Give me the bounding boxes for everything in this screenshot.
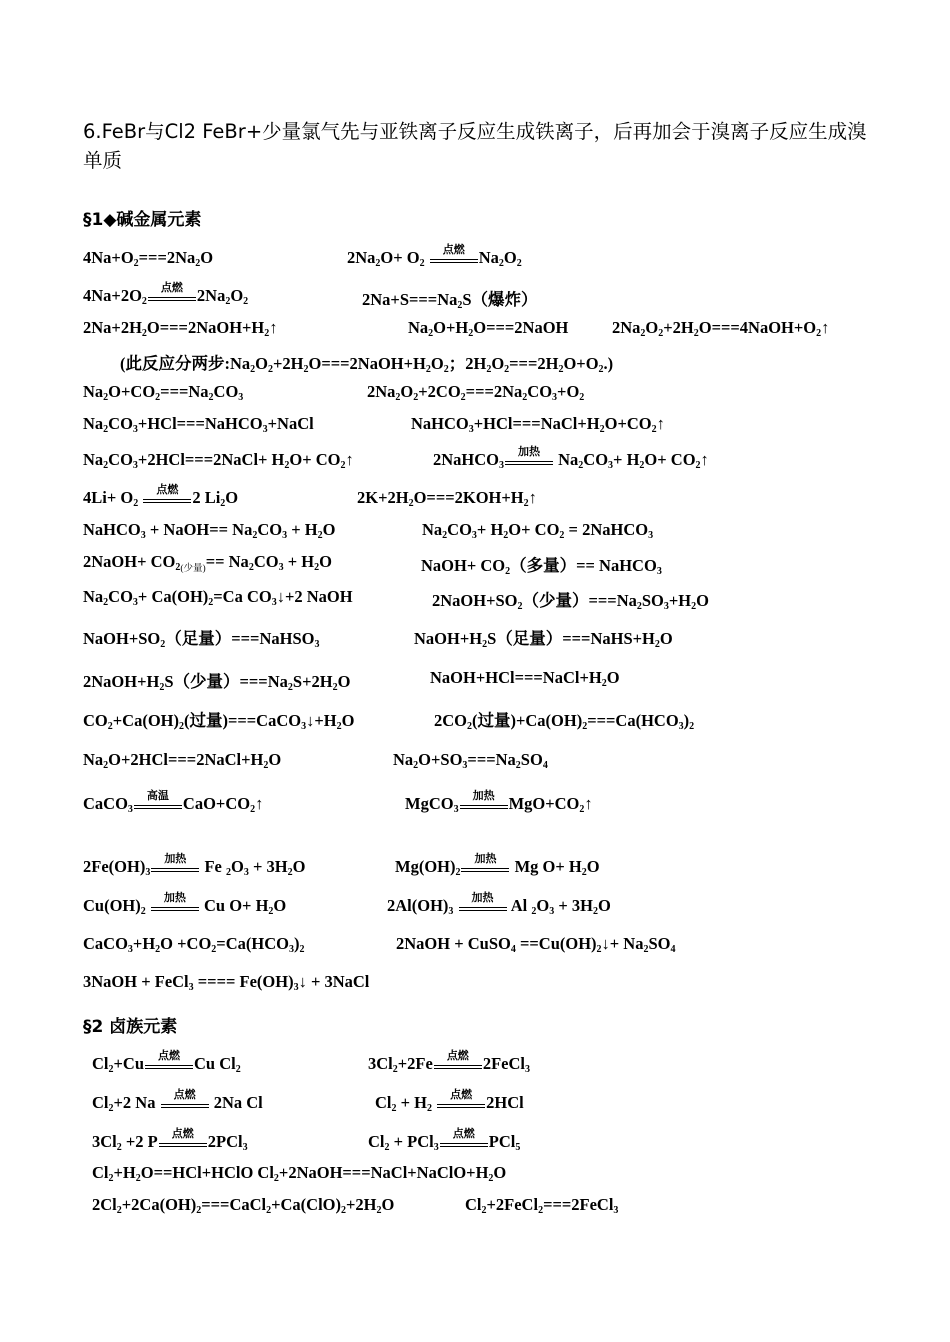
equation: $Cl_2+2$ Na 点燃 2Na Cl bbox=[92, 1088, 263, 1114]
reaction-condition: 加热 bbox=[505, 461, 553, 470]
equation: $2Al(OH)_3$ 加热 Al $_2O_3 + 3H_2O$ bbox=[387, 891, 611, 917]
equation: $NaOH+HCl===NaCl+H_2O$ bbox=[430, 668, 620, 689]
equation: CaCO$_3$ 高温 $CaO+CO_2↑$ bbox=[83, 789, 264, 815]
equation: $2Cl_2+2Ca(OH)_2===CaCl_2+Ca(ClO)_2+2H_2O$ bbox=[92, 1195, 395, 1216]
equation: $2Na_2O_2+2H_2O===4NaOH+O_2↑$ bbox=[612, 318, 830, 339]
equation: $Na_2O+H_2O===2NaOH$ bbox=[408, 318, 569, 339]
reaction-condition: 点燃 bbox=[148, 297, 196, 306]
reaction-condition: 高温 bbox=[134, 805, 182, 814]
equation: $4Na+2O_2$ 点燃 $2Na_2O_2$ bbox=[83, 281, 249, 307]
equation: $2Na_2O_2+2CO_2===2Na_2CO_3+O_2$ bbox=[367, 382, 585, 403]
equation: NaHCO$_3$ + NaOH== $Na_2CO_3 + H_2O$ bbox=[83, 520, 336, 541]
equation: $2Na+2H_2O===2NaOH+H_2↑$ bbox=[83, 318, 278, 339]
equation: 3NaOH + FeCl$_3$ ==== $Fe(OH)_3↓$ + 3NaCl bbox=[83, 972, 370, 993]
section-heading-halogen: §2 卤族元素 bbox=[83, 1017, 178, 1037]
equation: $2Na_2O+ O_2$ 点燃 $Na_2O_2$ bbox=[347, 243, 522, 269]
reaction-condition: 加热 bbox=[459, 907, 507, 916]
reaction-condition: 点燃 bbox=[434, 1065, 482, 1074]
equation: $CO_2+Ca(OH)_2$(过量)$===CaCO_3↓+H_2O$ bbox=[83, 711, 355, 732]
equation: $Na_2CO_3+ Ca(OH)_2=Ca$ $CO_3↓+2$ NaOH bbox=[83, 587, 353, 608]
equation: $NaHCO_3+HCl===NaCl+H_2O+CO_2↑$ bbox=[411, 414, 665, 435]
equation: $3Cl_2+2Fe$ 点燃 2FeCl$_3$ bbox=[368, 1049, 530, 1075]
section-heading-alkali: §1◆碱金属元素 bbox=[83, 210, 202, 230]
equation: $2K+2H_2O===2KOH+H_2↑$ bbox=[357, 488, 537, 509]
equation: 2NaOH + CuSO$_4$ $==Cu(OH)_2↓+ Na_2SO_4$ bbox=[396, 934, 676, 955]
equation: $NaOH+H_2S$（足量）$===NaHS+H_2O$ bbox=[414, 629, 673, 650]
reaction-condition: 加热 bbox=[151, 868, 199, 877]
equation: $Cl_2 + H_2$ 点燃 2HCl bbox=[375, 1088, 524, 1114]
reaction-condition: 点燃 bbox=[143, 499, 191, 508]
reaction-condition: 加热 bbox=[460, 805, 508, 814]
reaction-condition: 点燃 bbox=[430, 259, 478, 268]
equation: $Na_2O+CO_2===Na_2CO_3$ bbox=[83, 382, 244, 403]
reaction-condition: 点燃 bbox=[437, 1104, 485, 1113]
equation: $4Na+O_2===2Na_2O$ bbox=[83, 248, 214, 269]
equation: $Na_2CO_3+ H_2O+ CO_2$ = 2NaHCO$_3$ bbox=[422, 520, 654, 541]
equation: $Cl_2+2FeCl_2===2FeCl_3$ bbox=[465, 1195, 619, 1216]
equation: MgCO$_3$ 加热 $MgO+CO_2↑$ bbox=[405, 789, 593, 815]
equation: $Mg(OH)_2$ 加热 Mg $O+ H_2O$ bbox=[395, 852, 600, 878]
reaction-condition: 点燃 bbox=[159, 1143, 207, 1152]
reaction-condition: 点燃 bbox=[161, 1104, 209, 1113]
equation: $2NaOH+H_2S$（少量）$===Na_2S+2H_2O$ bbox=[83, 672, 351, 693]
equation: $2NaOH+SO_2$（少量）$===Na_2SO_3+H_2O$ bbox=[432, 591, 709, 612]
equation: $4Li+ O_2$ 点燃 2 $Li_2O$ bbox=[83, 483, 239, 509]
reaction-condition: 点燃 bbox=[145, 1065, 193, 1074]
equation-note: (此反应分两步$:Na_2O_2+2H_2O===2NaOH+H_2O_2$；$2H_2O_2===2H_2O+O_2$.) bbox=[120, 354, 614, 375]
equation: $2CO_2$(过量)$+Ca(OH)_2===Ca(HCO_3)_2$ bbox=[434, 711, 695, 732]
reaction-condition: 加热 bbox=[151, 907, 199, 916]
equation: $NaOH+SO_2$（足量）===NaHSO$_3$ bbox=[83, 629, 320, 650]
equation: 2NaHCO$_3$ 加热 $Na_2CO_3+ H_2O+$ $CO_2↑$ bbox=[433, 445, 709, 471]
equation: $Na_2O+SO_3===Na_2SO_4$ bbox=[393, 750, 548, 771]
equation: $Na_2CO_3+2HCl===2NaCl+ H_2O+$ $CO_2↑$ bbox=[83, 450, 354, 471]
equation: $Cl_2 + PCl_3$ 点燃 PCl$_5$ bbox=[368, 1127, 521, 1153]
equation: $2Fe(OH)_3$ 加热 Fe $_2O_3 + 3H_2O$ bbox=[83, 852, 306, 878]
equation: $Cl_2+Cu$ 点燃 Cu $Cl_2$ bbox=[92, 1049, 241, 1075]
equation: $Cu(OH)_2$ 加热 Cu $O+ H_2O$ bbox=[83, 891, 287, 917]
equation: $Cl_2+H_2O==HCl+HClO$ $Cl_2+2NaOH===NaCl+NaClO+H_2O$ bbox=[92, 1163, 507, 1184]
reaction-condition: 加热 bbox=[461, 868, 509, 877]
equation: $Na_2O+2HCl===2NaCl+H_2O$ bbox=[83, 750, 282, 771]
equation: $CaCO_3+H_2O +CO_2=Ca(HCO_3)_2$ bbox=[83, 934, 305, 955]
equation: $2Na+S===Na_2S$（爆炸） bbox=[362, 290, 538, 311]
equation: $3Cl_2 +2$ P 点燃 2PCl$_3$ bbox=[92, 1127, 248, 1153]
equation: 2NaOH+ $CO_{2(少量)}== Na_2CO_3 + H_2O$ bbox=[83, 552, 332, 574]
equation: $Na_2CO_3+HCl===NaHCO_3+NaCl$ bbox=[83, 414, 314, 435]
equation: NaOH+ $CO_2$（多量）== NaHCO$_3$ bbox=[421, 556, 662, 577]
reaction-condition: 点燃 bbox=[440, 1143, 488, 1152]
intro-paragraph: 6.FeBr与Cl2 FeBr+少量氯气先与亚铁离子反应生成铁离子，后再加会于溴离子反应生成溴单质 bbox=[83, 120, 867, 172]
